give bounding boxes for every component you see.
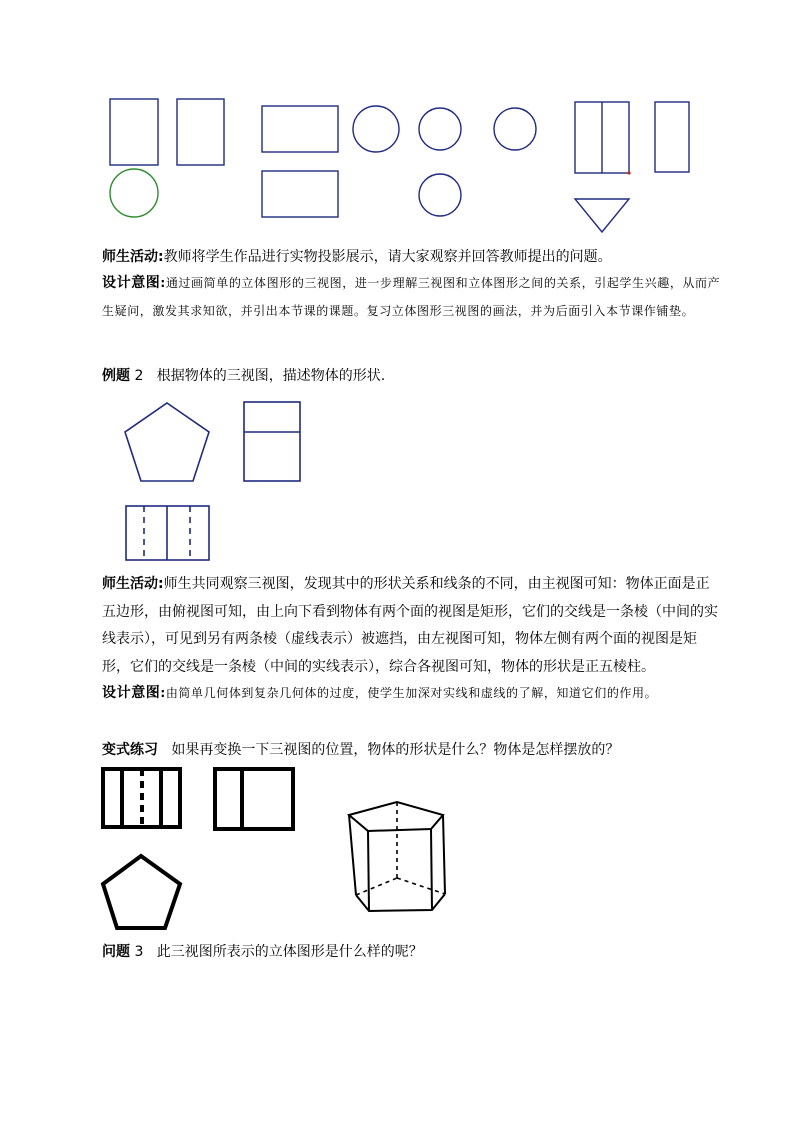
question3-label: 问题: [102, 944, 130, 960]
variant-label: 变式练习: [102, 742, 158, 758]
sketch-circle-4: [419, 174, 461, 216]
variant-front-view: [103, 856, 180, 928]
sketch-rect-3: [262, 106, 338, 152]
sketch-rect-4: [262, 171, 338, 217]
sketch-circle-1: [353, 106, 399, 152]
variant-views-figure: [0, 760, 794, 935]
sketch-circle-green: [110, 169, 158, 217]
question3-number: 3: [134, 944, 144, 960]
question3-text: 此三视图所表示的立体图形是什么样的呢？: [156, 944, 423, 960]
sketch-triangle: [575, 199, 629, 232]
activity2-paragraph: 师生活动:师生共同观察三视图，发现其中的形状关系和线条的不同，由主视图可知：物体正面是正五边形，由俯视图可知，由上向下看到物体有两个面的视图是矩形，它们的交线是一条棱（中间的实线表示），可见到另有两条棱（虚线表示）被遮挡，由左视图可知，物体左侧有两个面的视图是矩形，它们的交线是一条棱（中间的实线表示），综合各视图可知，物体的形状是正五棱柱。: [102, 576, 718, 675]
intent1-text: 通过画简单的立体图形的三视图，进一步理解三视图和立体图形之间的关系，引起学生兴趣，从而产生疑问，激发其求知欲，并引出本节课的课题。复习立体图形三视图的画法，并为后面引入本节课作铺垫。: [102, 276, 721, 318]
example2-views-figure: [0, 390, 794, 570]
example2-number: 2: [134, 368, 144, 384]
variant-line: [102, 739, 619, 759]
variant-left-view: [215, 769, 293, 829]
front-view-pentagon: [125, 403, 209, 481]
activity1-paragraph: 师生活动:教师将学生作品进行实物投影展示，请大家观察并回答教师提出的问题。: [102, 249, 612, 265]
intent1-paragraph: 设计意图:通过画简单的立体图形的三视图，进一步理解三视图和立体图形之间的关系，引起学生兴趣，从而产生疑问，激发其求知欲，并引出本节课的课题。复习立体图形三视图的画法，并为后面引入本节课作铺垫。: [102, 275, 721, 318]
activity1-text: 教师将学生作品进行实物投影展示，请大家观察并回答教师提出的问题。: [163, 249, 612, 265]
activity2-label: 师生活动: [102, 576, 158, 592]
left-view-rect: [244, 402, 300, 481]
pentagonal-prism-drawing: [349, 802, 445, 911]
variant-text: 如果再变换一下三视图的位置，物体的形状是什么？物体是怎样摆放的？: [171, 742, 620, 758]
activity2-text: 师生共同观察三视图，发现其中的形状关系和线条的不同，由主视图可知：物体正面是正五边形，由俯视图可知，由上向下看到物体有两个面的视图是矩形，它们的交线是一条棱（中间的实线表示），可见到另有两条棱（虚线表示）被遮挡，由左视图可知，物体左侧有两个面的视图是矩形，它们的交线是一条棱（中间的实线表示），综合各视图可知，物体的形状是正五棱柱。: [102, 576, 718, 675]
intent2-label: 设计意图: [102, 685, 161, 701]
example2-label: 例题: [102, 368, 130, 384]
intent1-label: 设计意图: [102, 275, 161, 291]
sketch-circle-3: [494, 108, 536, 150]
sketch-circle-2: [419, 108, 461, 150]
sketch-red-dot: [627, 171, 630, 174]
sketch-rect-2: [177, 99, 224, 165]
student-sketches-figure: [0, 0, 794, 240]
example2-line: [102, 365, 385, 385]
activity1-label: 师生活动: [102, 249, 158, 265]
intent2-text: 由简单几何体到复杂几何体的过度，使学生加深对实线和虚线的了解，知道它们的作用。: [165, 686, 658, 700]
question3-line: [102, 941, 423, 961]
intent2-paragraph: 设计意图:由简单几何体到复杂几何体的过度，使学生加深对实线和虚线的了解，知道它们的作用。: [102, 685, 658, 701]
sketch-rect-1: [110, 99, 158, 165]
example2-text: 根据物体的三视图，描述物体的形状.: [156, 368, 386, 384]
sketch-rect-narrow: [655, 102, 689, 172]
